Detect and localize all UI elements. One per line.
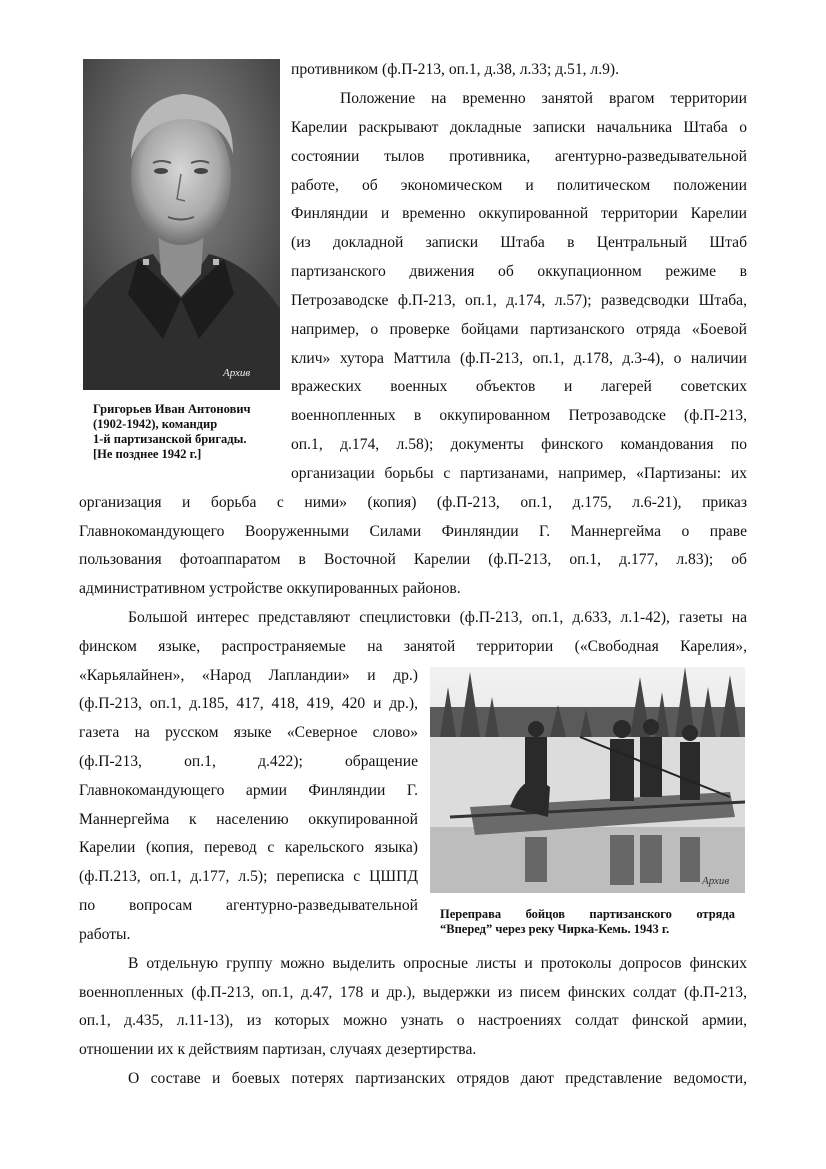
text-line: отношении их к действиям партизан, случаях дезертирства. xyxy=(79,1041,477,1058)
text-line: вражеских военных объектов и лагерей советских xyxy=(291,378,747,395)
river-crossing-image xyxy=(430,667,745,893)
caption-line: 1-й партизанской бригады. xyxy=(93,432,247,446)
text-line: газета на русском языке «Северное слово» xyxy=(79,724,418,741)
text-line: противником (ф.П-213, оп.1, д.38, л.33; д.51, л.9). xyxy=(291,61,619,78)
text-line: Главнокомандующего Вооруженными Силами Финляндии Г. Маннергейма о праве xyxy=(79,523,747,540)
text-line: организация и борьба с ними» (копия) (ф.П-213, оп.1, д.175, л.6-21), приказ xyxy=(79,494,747,511)
text-line: военнопленных в оккупированном Петрозаводске (ф.П-213, xyxy=(291,407,747,424)
text-line: финском языке, распространяемые на занятой территории («Свободная Карелия», xyxy=(79,638,747,655)
text-line: работы. xyxy=(79,926,131,943)
text-line: административном устройстве оккупированных районов. xyxy=(79,580,461,597)
archive-stamp: Архив xyxy=(702,875,730,887)
portrait-image xyxy=(83,59,280,390)
caption-line: Григорьев Иван Антонович xyxy=(93,402,251,416)
portrait-caption xyxy=(93,402,251,462)
river-crossing-photo xyxy=(430,667,745,893)
text-line: оп.1, д.174, л.58); документы финского командования по xyxy=(291,436,747,453)
caption-line: (1902-1942), командир xyxy=(93,417,218,431)
text-line: (ф.П-213, оп.1, д.422); обращение xyxy=(79,753,418,770)
text-line: Карелии (копия, перевод с карельского языка) xyxy=(79,839,418,856)
text-line: «Карьялайнен», «Народ Лапландии» и др.) xyxy=(79,667,418,684)
caption-line: “Вперед” через реку Чирка-Кемь. 1943 г. xyxy=(440,922,670,936)
archive-stamp: Архив xyxy=(223,367,251,379)
text-line: Большой интерес представляют спецлистовки (ф.П-213, оп.1, д.633, л.1-42), газеты на xyxy=(128,609,747,626)
caption-line: Переправа бойцов партизанского отряда xyxy=(440,907,735,921)
caption-line: [Не позднее 1942 г.] xyxy=(93,447,202,461)
text-line: клич» хутора Маттила (ф.П-213, оп.1, д.178, д.3-4), о наличии xyxy=(291,350,747,367)
text-line: пользования фотоаппаратом в Восточной Карелии (ф.П-213, оп.1, д.177, л.83); об xyxy=(79,551,747,568)
text-line: В отдельную группу можно выделить опросные листы и протоколы допросов финских xyxy=(128,955,747,972)
text-line: по вопросам агентурно-разведывательной xyxy=(79,897,418,914)
portrait-photo xyxy=(83,59,280,390)
text-line: организации борьбы с партизанами, например, «Партизаны: их xyxy=(291,465,747,482)
text-line: например, о проверке бойцами партизанского отряда «Боевой xyxy=(291,321,747,338)
text-line: Главнокомандующего армии Финляндии Г. xyxy=(79,782,418,799)
text-line: Финляндии и временно оккупированной территории Карелии xyxy=(291,205,747,222)
text-line: оп.1, д.435, л.11-13), из которых можно узнать о настроениях солдат финской армии, xyxy=(79,1012,747,1029)
text-line: (из докладной записки Штаба в Центральный Штаб xyxy=(291,234,747,251)
text-line: работе, об экономическом и политическом положении xyxy=(291,177,747,194)
text-line: военнопленных (ф.П-213, оп.1, д.47, 178 и др.), выдержки из писем финских солдат (ф.П-213, xyxy=(79,984,747,1001)
text-line: О составе и боевых потерях партизанских отрядов дают представление ведомости, xyxy=(128,1070,747,1087)
text-line: партизанского движения об оккупационном режиме в xyxy=(291,263,747,280)
text-line: Карелии раскрывают докладные записки начальника Штаба о xyxy=(291,119,747,136)
text-line: Положение на временно занятой врагом территории xyxy=(340,90,747,107)
crossing-caption xyxy=(440,907,735,937)
text-line: (ф.П.213, оп.1, д.177, л.5); переписка с ЦШПД xyxy=(79,868,418,885)
text-line: состоянии тылов противника, агентурно-разведывательной xyxy=(291,148,747,165)
text-line: Маннергейма к населению оккупированной xyxy=(79,811,418,828)
text-line: (ф.П-213, оп.1, д.185, 417, 418, 419, 420 и др.), xyxy=(79,695,418,712)
text-line: Петрозаводске ф.П-213, оп.1, д.174, л.57); разведсводки Штаба, xyxy=(291,292,747,309)
